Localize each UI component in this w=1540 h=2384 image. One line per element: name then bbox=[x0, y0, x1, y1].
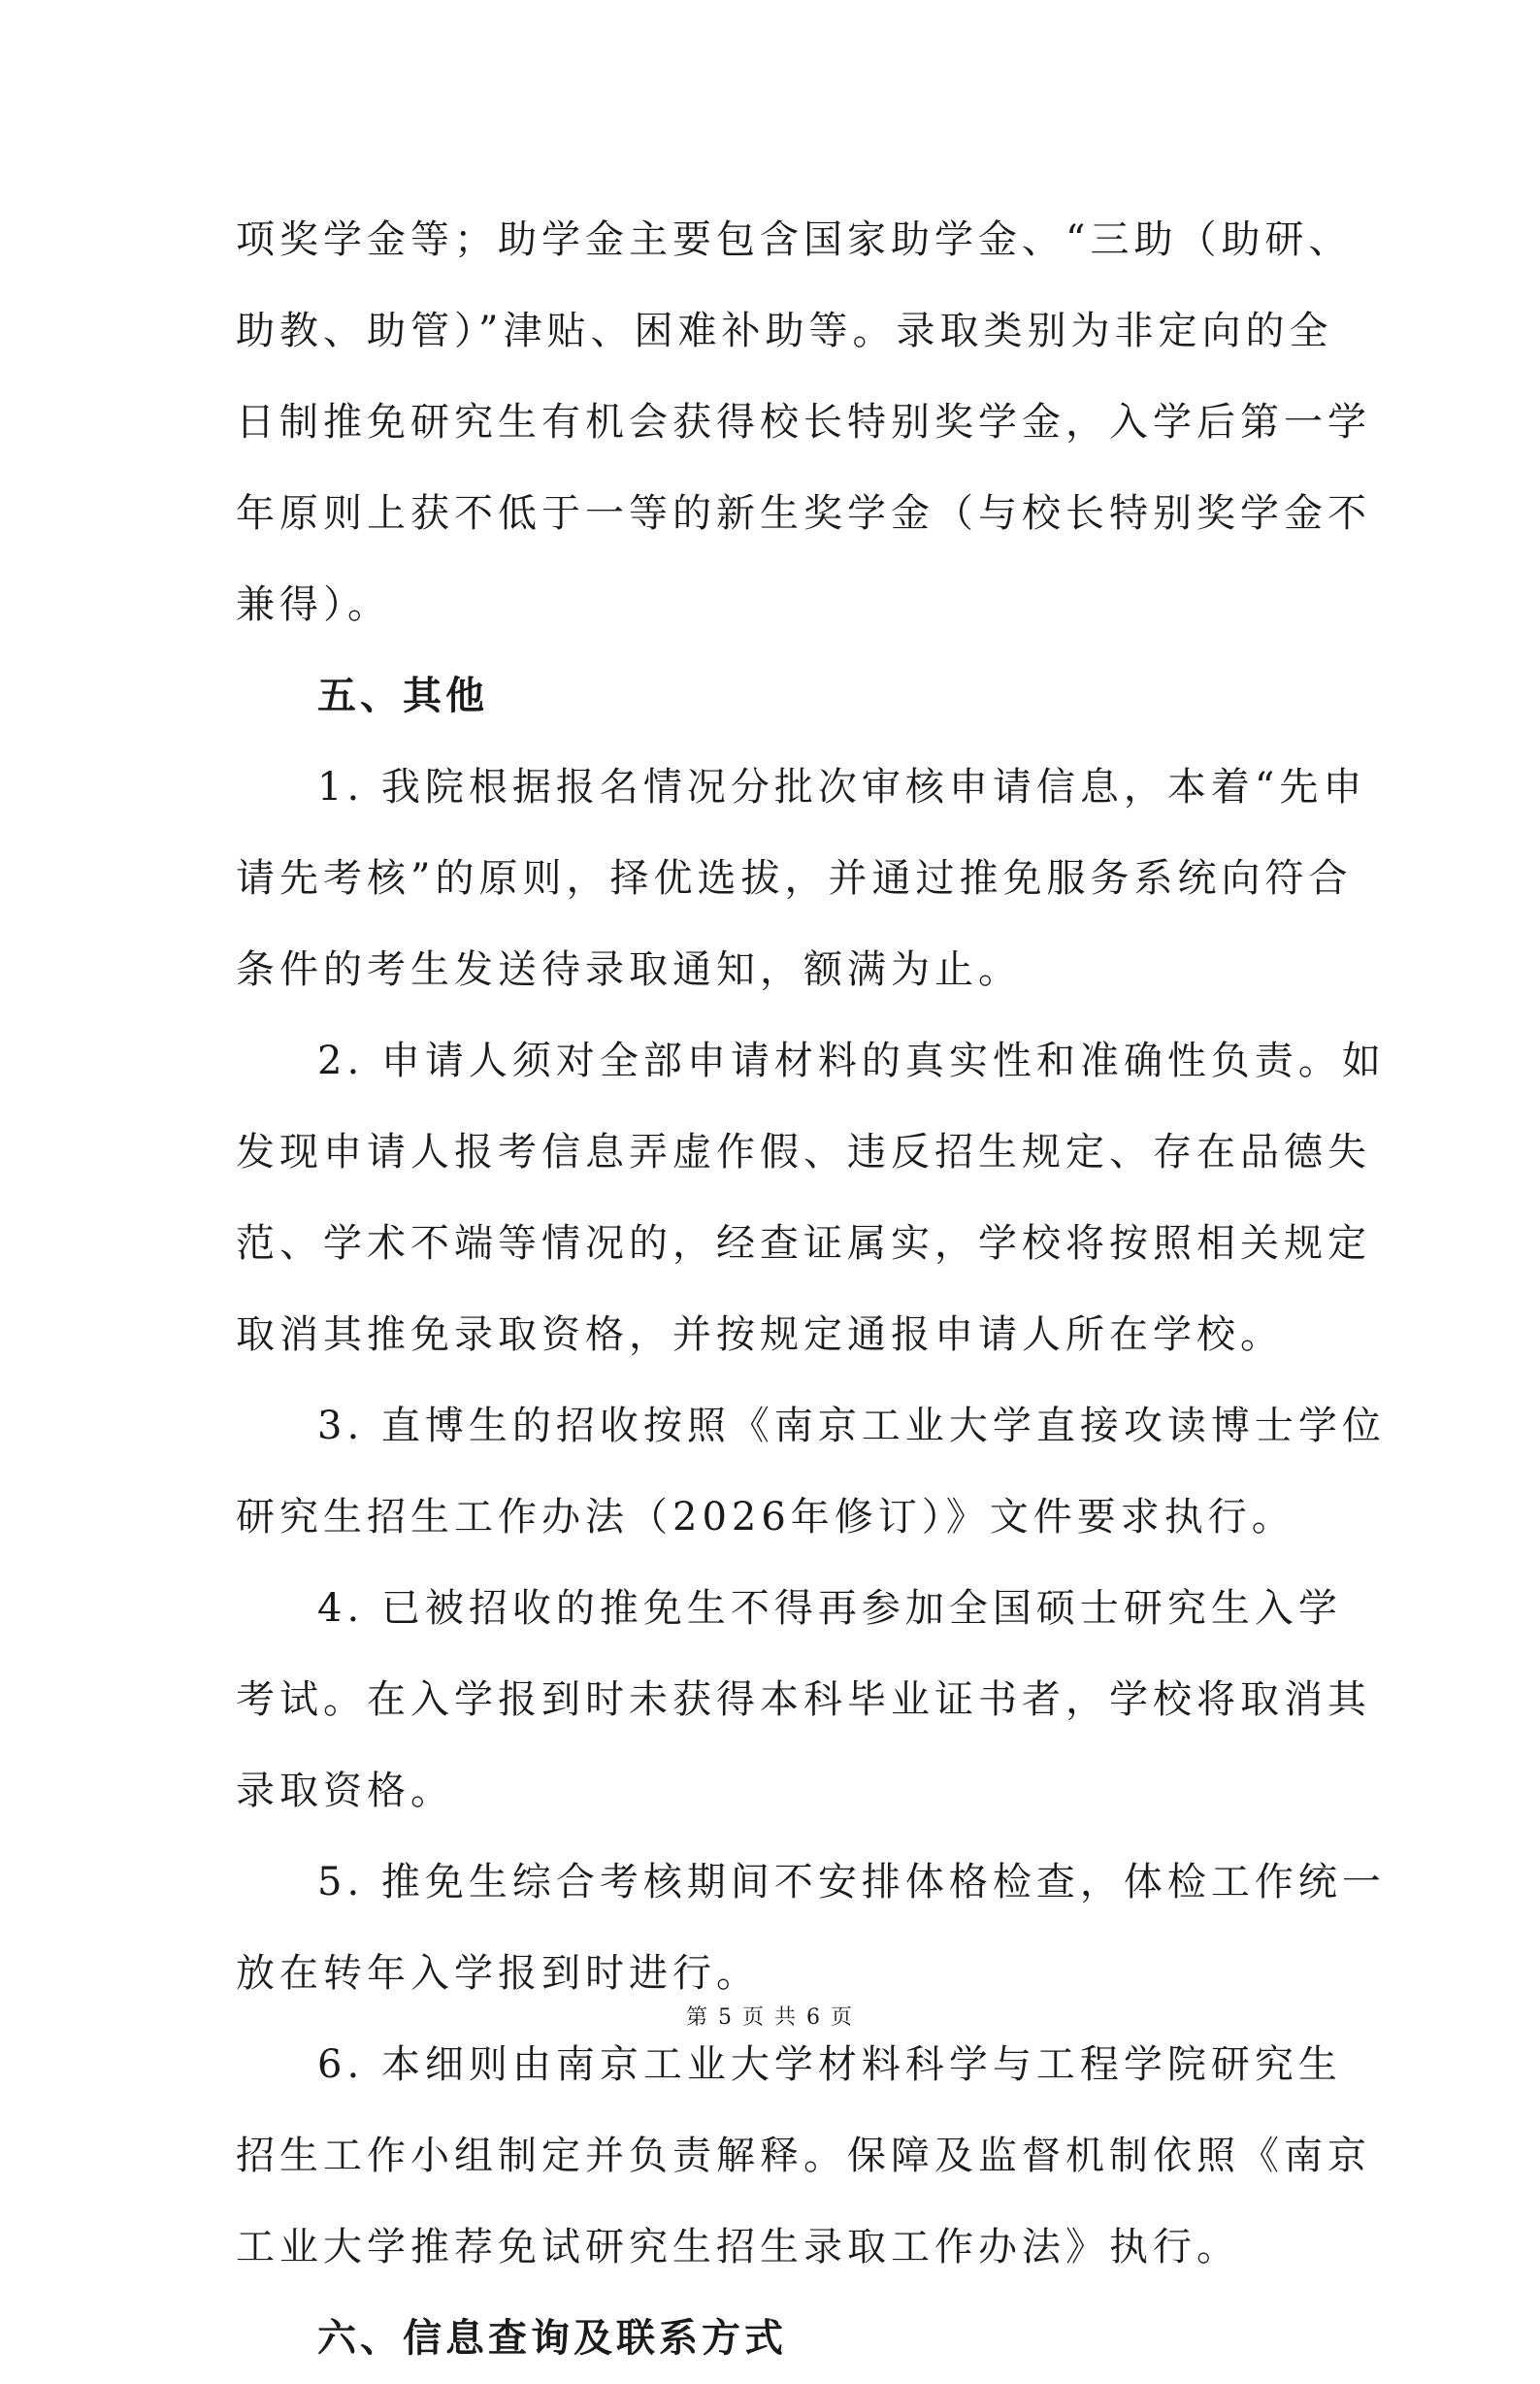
body-line: 范、学术不端等情况的，经查证属实，学校将按照相关规定 bbox=[236, 1221, 1371, 1266]
body-line: 发现申请人报考信息弄虚作假、违反招生规定、存在品德失 bbox=[236, 1130, 1371, 1175]
body-line: 工业大学推荐免试研究生招生录取工作办法》执行。 bbox=[236, 2225, 1240, 2269]
body-line: 6. 本细则由南京工业大学材料科学与工程学院研究生 bbox=[317, 2042, 1342, 2087]
body-line: 助教、助管）”津贴、困难补助等。录取类别为非定向的全 bbox=[236, 309, 1333, 353]
body-line: 请先考核”的原则，择优选拔，并通过推免服务系统向符合 bbox=[236, 856, 1353, 901]
body-line: 4. 已被招收的推免生不得再参加全国硕士研究生入学 bbox=[317, 1586, 1342, 1631]
body-line: 年原则上获不低于一等的新生奖学金（与校长特别奖学金不 bbox=[236, 491, 1371, 536]
body-line: 招生工作小组制定并负责解释。保障及监督机制依照《南京 bbox=[236, 2134, 1371, 2178]
body-line: 3. 直博生的招收按照《南京工业大学直接攻读博士学位 bbox=[317, 1404, 1386, 1448]
body-line: 放在转年入学报到时进行。 bbox=[236, 1951, 760, 1996]
body-line: 兼得）。 bbox=[236, 582, 391, 627]
body-line: 取消其推免录取资格，并按规定通报申请人所在学校。 bbox=[236, 1312, 1284, 1357]
body-line: 5. 推免生综合考核期间不安排体格检查，体检工作统一 bbox=[317, 1860, 1386, 1904]
body-line: 1. 我院根据报名情况分批次审核申请信息，本着“先申 bbox=[317, 765, 1367, 810]
body-line: 条件的考生发送待录取通知，额满为止。 bbox=[236, 947, 1022, 992]
page-number-footer: 第 5 页 共 6 页 bbox=[686, 2005, 854, 2030]
body-line: 日制推免研究生有机会获得校长特别奖学金，入学后第一学 bbox=[236, 400, 1371, 445]
body-line: 录取资格。 bbox=[236, 1769, 454, 1813]
body-line: 2. 申请人须对全部申请材料的真实性和准确性负责。如 bbox=[317, 1039, 1386, 1083]
body-line: 研究生招生工作办法（2026年修订）》文件要求执行。 bbox=[236, 1495, 1295, 1540]
document-body bbox=[236, 194, 1386, 2384]
section-heading: 五、其他 bbox=[317, 674, 488, 718]
section-heading: 六、信息查询及联系方式 bbox=[317, 2316, 787, 2361]
body-line: 考试。在入学报到时未获得本科毕业证书者，学校将取消其 bbox=[236, 1677, 1371, 1722]
body-line: 项奖学金等；助学金主要包含国家助学金、“三助（助研、 bbox=[236, 217, 1353, 262]
